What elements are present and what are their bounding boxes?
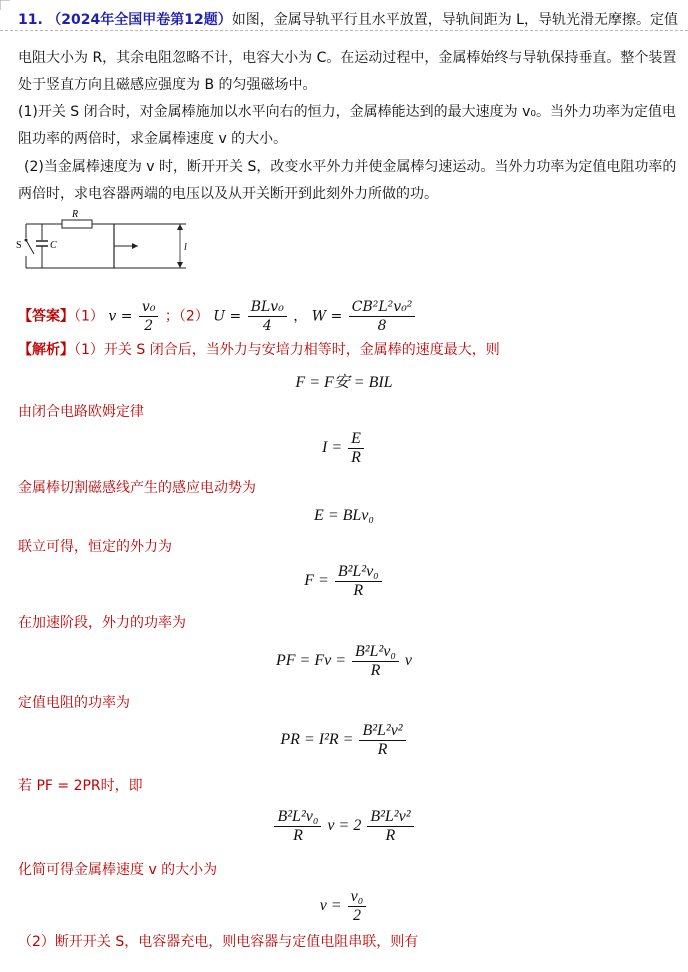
eq4-num: B²L²v₀: [335, 563, 382, 582]
eq6-lhs: PR = I²R =: [280, 731, 354, 749]
eq8-lhs: v =: [319, 897, 342, 915]
part2-line-2: 两倍时，求电容器两端的电压以及从开关断开到此刻外力所做的功。: [18, 186, 438, 202]
label-R: R: [72, 209, 79, 220]
eq7-den1: R: [293, 827, 303, 844]
equation-1: F = F安 = BIL: [295, 374, 393, 391]
answer-tag: 【答案】: [18, 308, 74, 325]
eq4-lhs: F =: [304, 572, 329, 590]
answer1-num: v₀: [139, 298, 159, 317]
switch-symbol: [26, 240, 34, 254]
answer-part1-label: （1）: [74, 308, 104, 325]
eq5-num: B²L²v₀: [352, 643, 399, 662]
eq4-fraction: [335, 563, 382, 600]
question-source: （2024年全国甲卷第12题）: [47, 12, 232, 28]
eq8-den: 2: [352, 907, 361, 924]
analysis-intro-text: （1）开关 S 闭合后，当外力与安培力相等时，金属棒的速度最大，则: [74, 342, 500, 358]
eq6-den: R: [377, 741, 388, 758]
text-power-resistor: 定值电阻的功率为: [18, 695, 130, 711]
text-ohm-law: 由闭合电路欧姆定律: [18, 404, 144, 420]
text-emf: 金属棒切割磁感线产生的感应电动势为: [18, 480, 256, 496]
eq7-fraction-2: [367, 808, 413, 845]
eq7-den2: R: [385, 827, 396, 844]
equation-3: E = BLv₀: [314, 507, 374, 524]
equation-8: [0, 888, 688, 925]
eq7-fraction-1: [274, 808, 321, 845]
answer1-den: 2: [144, 318, 154, 334]
part1-line-1: (1)开关 S 闭合时，对金属棒施加以水平向右的恒力，金属棒能达到的最大速度为 v₀。当外力功率为定值电: [18, 104, 676, 120]
eq7-num1: B²L²v₀: [274, 808, 321, 827]
eq5-den: R: [370, 662, 381, 679]
eq2-num: E: [348, 430, 364, 449]
question-number: 11.: [18, 12, 43, 28]
answer2-num: BLv₀: [248, 298, 287, 317]
text-power-accel: 在加速阶段，外力的功率为: [18, 615, 186, 631]
stem-text-2: 电阻大小为 R，其余电阻忽略不计，电容大小为 C。在运动过程中，金属棒始终与导轨保持垂直。整个装置: [18, 50, 677, 66]
answer3-fraction: [349, 298, 416, 335]
answer-sep: ；（2）: [164, 308, 209, 325]
corner-mark: [0, 0, 10, 10]
text-simplify: 化简可得金属棒速度 v 的大小为: [18, 862, 218, 878]
eq5-lhs: PF = Fv =: [275, 652, 346, 670]
eq7-num2: B²L²v²: [367, 808, 413, 827]
label-S: S: [16, 240, 22, 251]
stem-text-3: 处于竖直方向且磁感应强度为 B 的匀强磁场中。: [18, 77, 317, 93]
stem-text-1: 如图，金属导轨平行且水平放置，导轨间距为 L，导轨光滑无摩擦。定值: [231, 12, 678, 28]
answer-line: [18, 298, 678, 335]
equation-5: [0, 643, 688, 680]
page-divider: [0, 30, 688, 31]
analysis-tag: 【解析】: [18, 342, 74, 358]
text-part2-start: （2）断开开关 S，电容器充电，则电容器与定值电阻串联，则有: [18, 934, 419, 950]
answer2-lhs: U =: [213, 308, 242, 325]
analysis-intro: [18, 340, 678, 360]
answer1-fraction: [139, 298, 159, 335]
part1-line-2: 阻功率的两倍时，求金属棒速度 v 的大小。: [18, 131, 288, 147]
equation-2: [0, 430, 688, 467]
eq6-fraction: [359, 722, 405, 759]
answer3-den: 8: [377, 318, 387, 334]
answer2-den: 4: [262, 318, 272, 334]
answer3-lhs: W =: [311, 308, 343, 325]
part2-line-1: (2)当金属棒速度为 v 时，断开开关 S，改变水平外力并使金属棒匀速运动。当外力功率为定值电阻功率的: [24, 159, 677, 175]
eq5-tail: v: [404, 652, 413, 670]
answer2-fraction: [248, 298, 287, 335]
equation-6: [0, 722, 688, 759]
equation-7: [0, 808, 688, 845]
text-condition: 若 PF = 2PR时，即: [18, 778, 143, 794]
eq5-fraction: [352, 643, 399, 680]
equation-4: [0, 563, 688, 600]
eq8-num: v₀: [348, 888, 367, 907]
eq4-den: R: [353, 582, 364, 599]
question-stem-line-1: [18, 10, 678, 30]
eq2-den: R: [351, 449, 361, 466]
eq8-fraction: [348, 888, 367, 925]
eq7-mid: v = 2: [327, 817, 362, 835]
eq6-num: B²L²v²: [359, 722, 405, 741]
eq2-fraction: [348, 430, 364, 467]
eq2-lhs: I =: [322, 439, 343, 457]
answer-comma: ，: [293, 308, 308, 325]
label-l: l: [184, 242, 187, 253]
resistor-symbol: [62, 220, 92, 228]
answer1-lhs: v =: [108, 308, 133, 325]
text-force: 联立可得，恒定的外力为: [18, 539, 172, 555]
label-C: C: [50, 240, 57, 251]
answer3-num: CB²L²v₀²: [349, 298, 416, 317]
circuit-diagram: [14, 208, 194, 276]
